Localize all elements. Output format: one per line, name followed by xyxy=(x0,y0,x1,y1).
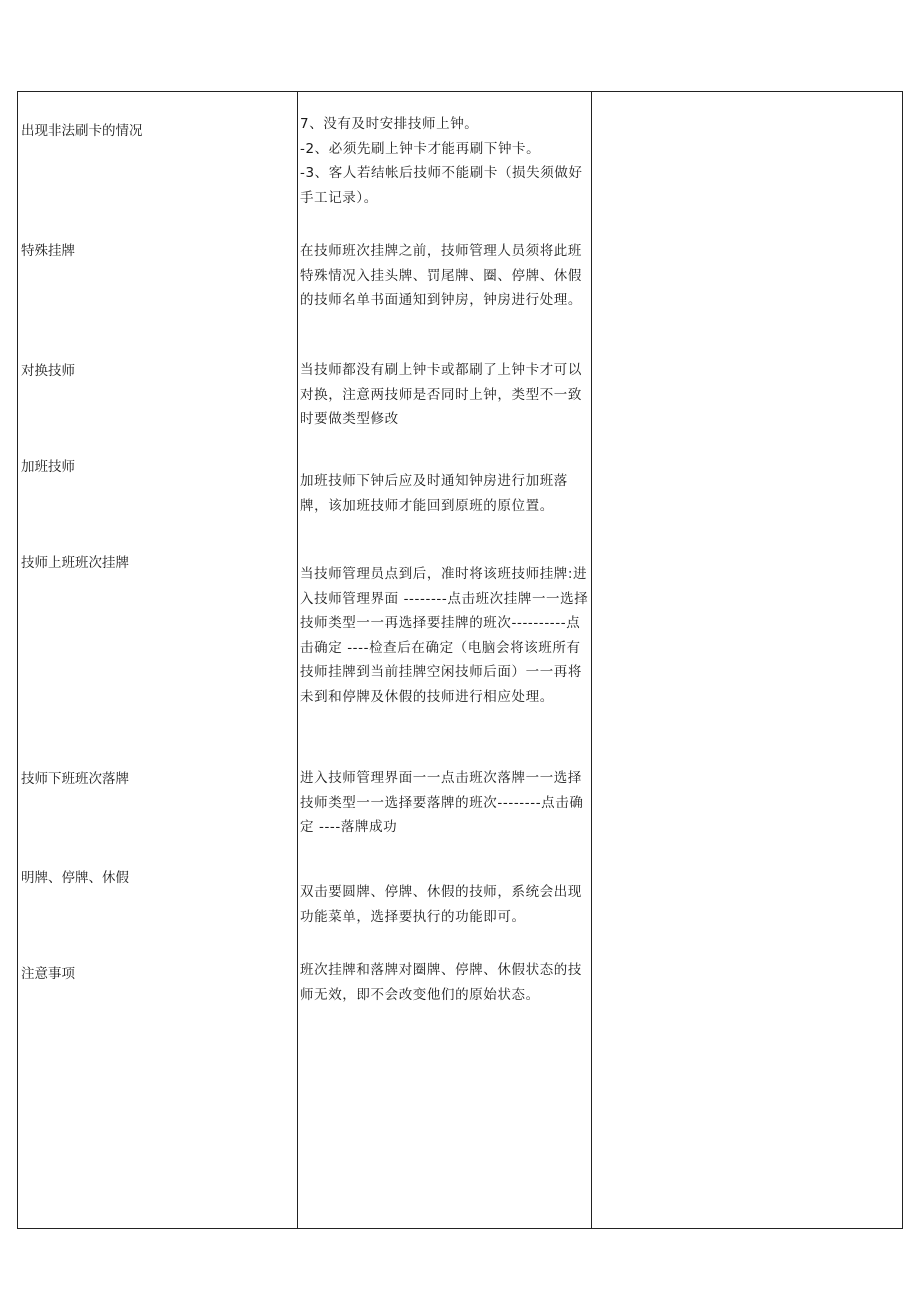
row-label-shift-tag-off: 技师下班班次落牌 xyxy=(21,771,129,787)
column-divider xyxy=(297,92,298,1228)
content-line: 加班技师下钟后应及时通知钟房进行加班落牌，该加班技师才能回到原班的原位置。 xyxy=(300,473,568,514)
row-content-notes xyxy=(300,958,592,1007)
row-label-special-tag: 特殊挂牌 xyxy=(21,243,75,259)
row-content-overtime-technician xyxy=(300,469,592,518)
row-content-tag-stop-leave xyxy=(300,880,592,929)
content-line: 班次挂牌和落牌对圈牌、停牌、休假状态的技师无效，即不会改变他们的原始状态。 xyxy=(300,962,582,1003)
row-label-illegal-swipe: 出现非法刷卡的情况 xyxy=(21,123,143,139)
row-label-swap-technician: 对换技师 xyxy=(21,363,75,379)
row-label-overtime-technician: 加班技师 xyxy=(21,459,75,475)
row-label-shift-tag-on: 技师上班班次挂牌 xyxy=(21,555,129,571)
content-line: 双击要圆牌、停牌、休假的技师，系统会出现功能菜单，选择要执行的功能即可。 xyxy=(300,884,582,925)
content-line: -2、必须先刷上钟卡才能再刷下钟卡。 xyxy=(300,140,541,157)
row-content-special-tag xyxy=(300,239,592,313)
row-content-swap-technician xyxy=(300,358,592,432)
row-content-shift-tag-on xyxy=(300,562,592,709)
procedure-table xyxy=(17,91,903,1229)
content-line: 当技师都没有刷上钟卡或都刷了上钟卡才可以对换，注意两技师是否同时上钟，类型不一致时要做类型修改 xyxy=(300,362,582,427)
content-line: -3、客人若结帐后技师不能刷卡（损失须做好手工记录）。 xyxy=(300,165,583,206)
row-label-tag-stop-leave: 明牌、停牌、休假 xyxy=(21,870,129,886)
content-line: 进入技师管理界面一一点击班次落牌一一选择技师类型一一选择要落牌的班次--------点击确定 ----落牌成功 xyxy=(300,770,584,835)
content-line: 当技师管理员点到后，准时将该班技师挂牌:进入技师管理界面 --------点击班次挂牌一一选择技师类型一一再选择要挂牌的班次----------点击确定 ----检查后在确定（电脑会将该班所有技师挂牌到当前挂牌空闲技师后面）一一再将未到和停牌及休假的技师进行相应处理。 xyxy=(300,566,589,705)
row-content-illegal-swipe xyxy=(300,112,592,210)
row-label-notes: 注意事项 xyxy=(21,966,75,982)
content-line: 7、没有及时安排技师上钟。 xyxy=(300,116,479,132)
content-line: 在技师班次挂牌之前，技师管理人员须将此班特殊情况入挂头牌、罚尾牌、圈、停牌、休假的技师名单书面通知到钟房，钟房进行处理。 xyxy=(300,243,582,308)
row-content-shift-tag-off xyxy=(300,766,592,840)
